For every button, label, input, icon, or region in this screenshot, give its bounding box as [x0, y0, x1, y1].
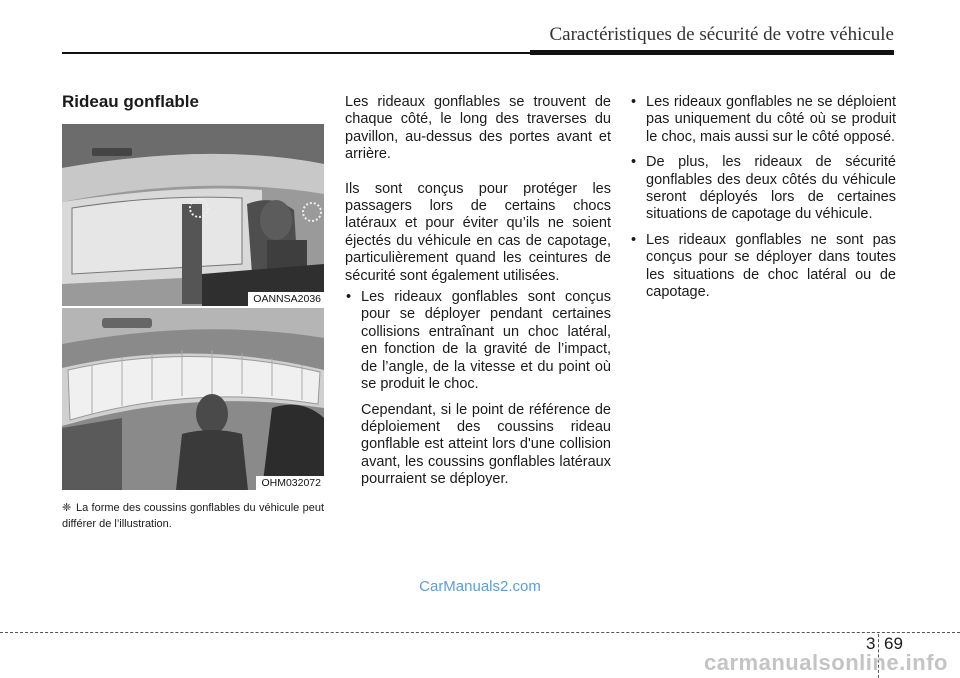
bullet-dot: •: [346, 289, 352, 306]
bullet-item: [630, 94, 896, 146]
figure-caption: [62, 500, 324, 532]
bullet-continuation: Cependant, si le point de référence de déploiement des coussins rideau gonflable est atteint lors d'une collision avant, les coussins gonflables latéraux pourraient se déployer.: [361, 401, 611, 488]
figure-code: OANNSA2036: [248, 292, 324, 306]
paragraph: Ils sont conçus pour protéger les passagers lors de certains chocs latéraux et pour éviter qu’ils ne soient éjectés du véhicule en cas de capotage, particulièrement quand les ceintures de sécurité sont également utilisées.: [345, 180, 611, 284]
bullet-dot: •: [631, 154, 637, 171]
bullet-dot: •: [631, 231, 637, 248]
text-column-right: [630, 94, 896, 309]
footer-watermark: carmanualsonline.info: [704, 650, 948, 675]
footer-rule: [0, 632, 960, 633]
figure-airbag-location: [62, 124, 324, 306]
bullet-item: [630, 154, 896, 224]
header-rule-accent: [530, 50, 894, 55]
page-number: 69: [884, 634, 903, 653]
chapter-number: 3: [866, 634, 876, 653]
bullet-item: [345, 289, 611, 393]
airbag-deployed-illustration: [62, 308, 324, 490]
bullet-text: Les rideaux gonflables sont conçus pour se déployer pendant certaines collisions entraînant un choc latéral, en fonction de la gravité de l’impact, de l’angle, de la vitesse et du point où se produit le choc.: [361, 289, 611, 393]
caption-text: La forme des coussins gonflables du véhicule peut différer de l’illustration.: [62, 502, 324, 530]
bullet-dot: •: [631, 94, 637, 110]
bullet-text: Les rideaux gonflables ne se déploient pas uniquement du côté où se produit le choc, mais aussi sur le côté opposé.: [646, 94, 896, 145]
header-title: Caractéristiques de sécurité de votre véhicule: [549, 24, 894, 45]
bullet-text: De plus, les rideaux de sécurité gonflables des deux côtés du véhicule seront déployés lors de certaines situations de capotage du véhicule.: [646, 154, 896, 223]
airbag-location-illustration: [62, 124, 324, 306]
bullet-item: [630, 232, 896, 302]
bullet-text: Les rideaux gonflables ne sont pas conçus pour se déployer dans toutes les situations de choc latéral ou de capotage.: [646, 231, 896, 301]
section-heading: Rideau gonflable: [62, 92, 199, 111]
figure-code: OHM032072: [256, 476, 324, 490]
caption-mark: ❈: [62, 502, 72, 514]
figure-airbag-deployed: [62, 308, 324, 490]
watermark-link[interactable]: CarManuals2.com: [419, 578, 541, 595]
paragraph: Les rideaux gonflables se trouvent de chaque côté, le long des traverses du pavillon, au-dessus des portes avant et arrière.: [345, 94, 611, 163]
text-column-middle: [345, 94, 611, 489]
